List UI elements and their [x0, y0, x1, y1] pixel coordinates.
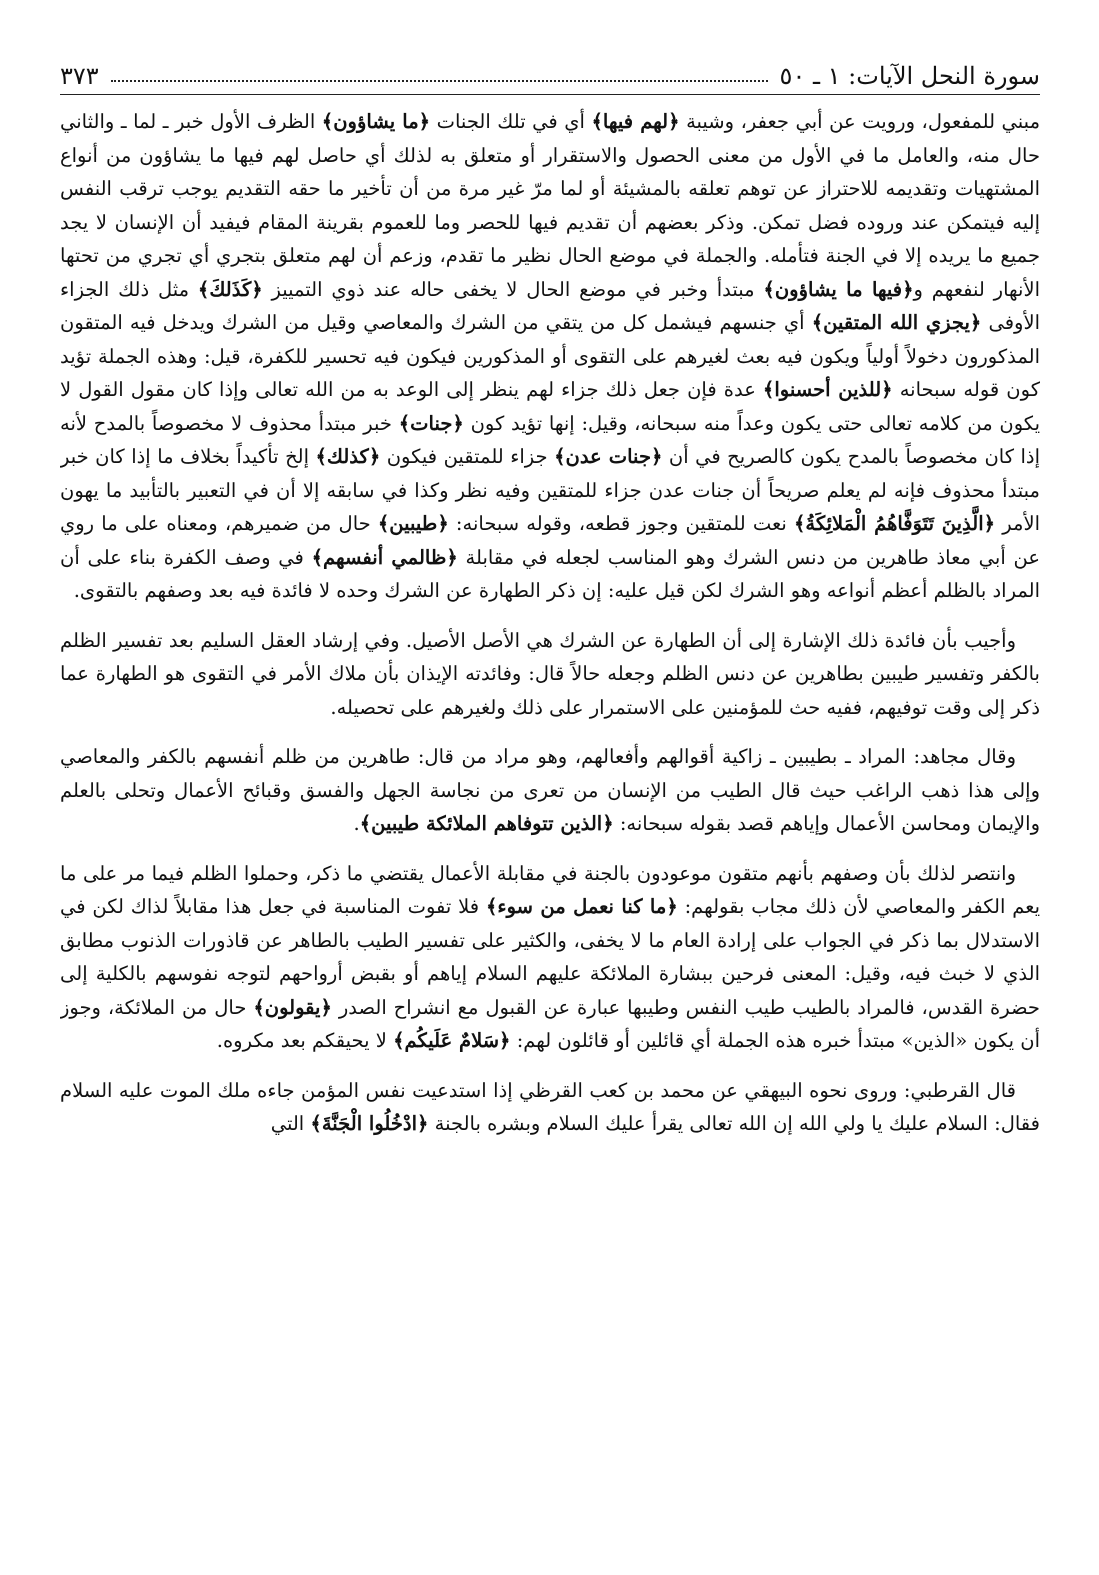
- quran-quote: ﴿الَّذِينَ تَتَوَفَّاهُمُ الْمَلائِكَةُ﴾: [793, 512, 996, 535]
- commentary-text: عدة فإن جعل ذلك جزاء لهم ينظر إلى الوعد به من الله تعالى وإذا كان مقول القول لا يكون من كلامه تعالى حتى يكون وعداً منه سبحانه، وقيل: إنها تؤيد كون: [60, 378, 1040, 435]
- commentary-text: في وصف الكفرة بناء على أن المراد بالظلم أعظم أنواعه وهو الشرك لكن قيل عليه: إن ذكر الطهارة عن الشرك وحده لا فائدة فيه بعد وصفهم بالتقوى.: [60, 545, 1040, 602]
- commentary-text: خبر مبتدأ محذوف لا مخصوصاً بالمدح لأنه إذا كان مخصوصاً بالمدح يكون كالصريح في أن: [60, 411, 1040, 468]
- quran-quote: ﴿ما كنا نعمل من سوء﴾: [485, 895, 678, 918]
- quran-quote: ﴿كَذَلكَ﴾: [197, 277, 263, 301]
- quran-quote: ﴿جنات﴾: [398, 411, 464, 435]
- commentary-text: التي: [270, 1112, 311, 1135]
- commentary-text: جزاء للمتقين فيكون: [380, 445, 555, 468]
- commentary-text: إلخ تأكيداً بخلاف ما إذا كان خبر مبتدأ محذوف فإنه لم يعلم صريحاً أن جنات عدن جزاء للمتقين وفيه نظر وكذا في سابقه إلا أن في التعبير بالتأبيد ما يهون الأمر: [60, 445, 1040, 535]
- paragraph: [60, 1074, 1040, 1141]
- quran-quote: ﴿لهم فيها﴾: [591, 110, 680, 133]
- commentary-text: وقال مجاهد: المراد ـ بطيبين ـ زاكية أقوالهم وأفعالهم، وهو مراد من قال: طاهرين من ظلم أنفسهم بالكفر والمعاصي وإلى هذا ذهب الراغب حيث قال الطيب من الإنسان من تعرى من نجاسة الجهل والفسق وقبائح الأعمال وتحلى بالعلم والإيمان ومحاسن الأعمال وإياهم قصد بقوله سبحانه:: [60, 745, 1040, 835]
- quran-quote: ﴿ما يشاؤون﴾: [321, 110, 431, 133]
- running-header: [60, 52, 1040, 95]
- quran-quote: ﴿سَلامٌ عَلَيكُم﴾: [393, 1029, 511, 1052]
- quran-quote: ﴿جنات عدن﴾: [554, 445, 663, 468]
- quran-quote: ﴿الذين تتوفاهم الملائكة طيبين﴾: [359, 812, 614, 835]
- paragraph: [60, 105, 1040, 608]
- commentary-text: فلا تفوت المناسبة في جعل هذا مقابلاً لذاك لكن في الاستدلال بما ذكر في الجواب على إرادة العام ما لا يخفى، والكثير على تفسير الطيب بالطاهر عن قاذورات الذنوب مطابق الذي لا خبث فيه، وقيل: المعنى فرحين ببشارة الملائكة عليهم السلام إياهم أو بقبض أرواحهم لتوجه نفوسهم بالكلية إلى حضرة القدس، فالمراد بالطيب طيب النفس وطيبها عبارة عن القبول مع انشراح الصدر: [60, 895, 1040, 1019]
- quran-quote: ﴿كذلك﴾: [315, 445, 381, 468]
- surah-title: سورة النحل الآيات: ١ ـ ٥٠: [779, 62, 1040, 90]
- quran-quote: ﴿للذين أحسنوا﴾: [762, 378, 893, 401]
- commentary-text: الظرف الأول خبر ـ لما ـ والثاني حال منه، والعامل ما في الأول من معنى الحصول والاستقرار أو متعلق به لذلك أي حاصل لهم فيها ما يشاؤون من أنواع المشتهيات وتقديمه للاحتراز عن توهم تعلقه بالمشيئة أو لما مرّ غير مرة من أن تأخير ما حقه التقديم يوجب ترقب النفس إليه فيتمكن عند وروده فضل تمكن. وذكر بعضهم أن تقديم فيها للحصر وما للعموم بقرينة المقام فيفيد أن الإنسان لا يجد جميع ما يريده إلا في الجنة فتأمله. والجملة في موضع الحال نظير ما تقدم، وزعم أن لهم متعلق بتجري أي تجري من تحتها الأنهار لنفعهم و: [60, 110, 1040, 301]
- commentary-text: حال من الملائكة، وجوز أن يكون «الذين» مبتدأ خبره هذه الجملة أي قائلين أو قائلون لهم:: [60, 995, 1040, 1052]
- quran-quote: ﴿فيها ما يشاؤون﴾: [763, 277, 914, 301]
- commentary-text: وانتصر لذلك بأن وصفهم بأنهم متقون موعودون بالجنة في مقابلة الأعمال يقتضي ما ذكر، وحملوا الظلم فيما مر على ما يعم الكفر والمعاصي لأن ذلك مجاب بقولهم:: [60, 861, 1040, 918]
- commentary-text: مبني للمفعول، ورويت عن أبي جعفر، وشيبة: [679, 110, 1040, 133]
- body-text: [60, 105, 1040, 1141]
- paragraph: [60, 740, 1040, 841]
- commentary-text: وأجيب بأن فائدة ذلك الإشارة إلى أن الطهارة عن الشرك هي الأصل الأصيل. وفي إرشاد العقل السليم بعد تفسير الظلم بالكفر وتفسير طيبين بطاهرين عن دنس الظلم وجعله حالاً قال: وفائدته الإيذان بأن ملاك الأمر في التقوى هو الطهارة عما ذكر إلى وقت توفيهم، ففيه حث للمؤمنين على الاستمرار على ذلك ولغيرهم على تحصيله.: [60, 628, 1040, 719]
- commentary-text: .: [353, 812, 360, 835]
- quran-quote: ﴿يجزي الله المتقين﴾: [811, 311, 982, 334]
- quran-quote: ﴿ظالمي أنفسهم﴾: [311, 545, 458, 569]
- commentary-text: أي في تلك الجنات: [430, 110, 592, 133]
- commentary-text: مبتدأ وخبر في موضع الحال لا يخفى حاله عند ذوي التمييز: [262, 277, 764, 301]
- commentary-text: لا يحيقكم بعد مكروه.: [216, 1029, 394, 1052]
- quran-quote: ﴿ادْخُلُوا الْجَنَّةَ﴾: [310, 1112, 429, 1135]
- commentary-text: نعت للمتقين وجوز قطعه، وقوله سبحانه:: [448, 512, 794, 535]
- header-dotted-leader: [111, 80, 768, 82]
- commentary-text: حال من ضميرهم، ومعناه على ما روي عن أبي معاذ طاهرين من دنس الشرك وهو المناسب لجعله في مقابلة: [60, 512, 1040, 569]
- commentary-text: أي جنسهم فيشمل كل من يتقي من الشرك والمعاصي وقيل من الشرك ويدخل فيه المتقون المذكورون دخولاً أولياً ويكون فيه بعث لغيرهم على التقوى أو المذكورين فيكون فيه تحسير للكفرة، قيل: وهذه الجملة تؤيد كون قوله سبحانه: [60, 311, 1040, 401]
- paragraph: [60, 624, 1040, 725]
- page-number: ٣٧٣: [60, 62, 99, 90]
- paragraph: [60, 857, 1040, 1058]
- commentary-text: مثل ذلك الجزاء الأوفى: [60, 277, 1040, 334]
- commentary-text: قال القرطبي: وروى نحوه البيهقي عن محمد بن كعب القرظي إذا استدعيت نفس المؤمن جاءه ملك الموت عليه السلام فقال: السلام عليك يا ولي الله إن الله تعالى يقرأ عليك السلام وبشره بالجنة: [60, 1078, 1040, 1135]
- quran-quote: ﴿طيبين﴾: [377, 512, 449, 535]
- quran-quote: ﴿يقولون﴾: [253, 995, 332, 1019]
- book-page: [60, 52, 1040, 1552]
